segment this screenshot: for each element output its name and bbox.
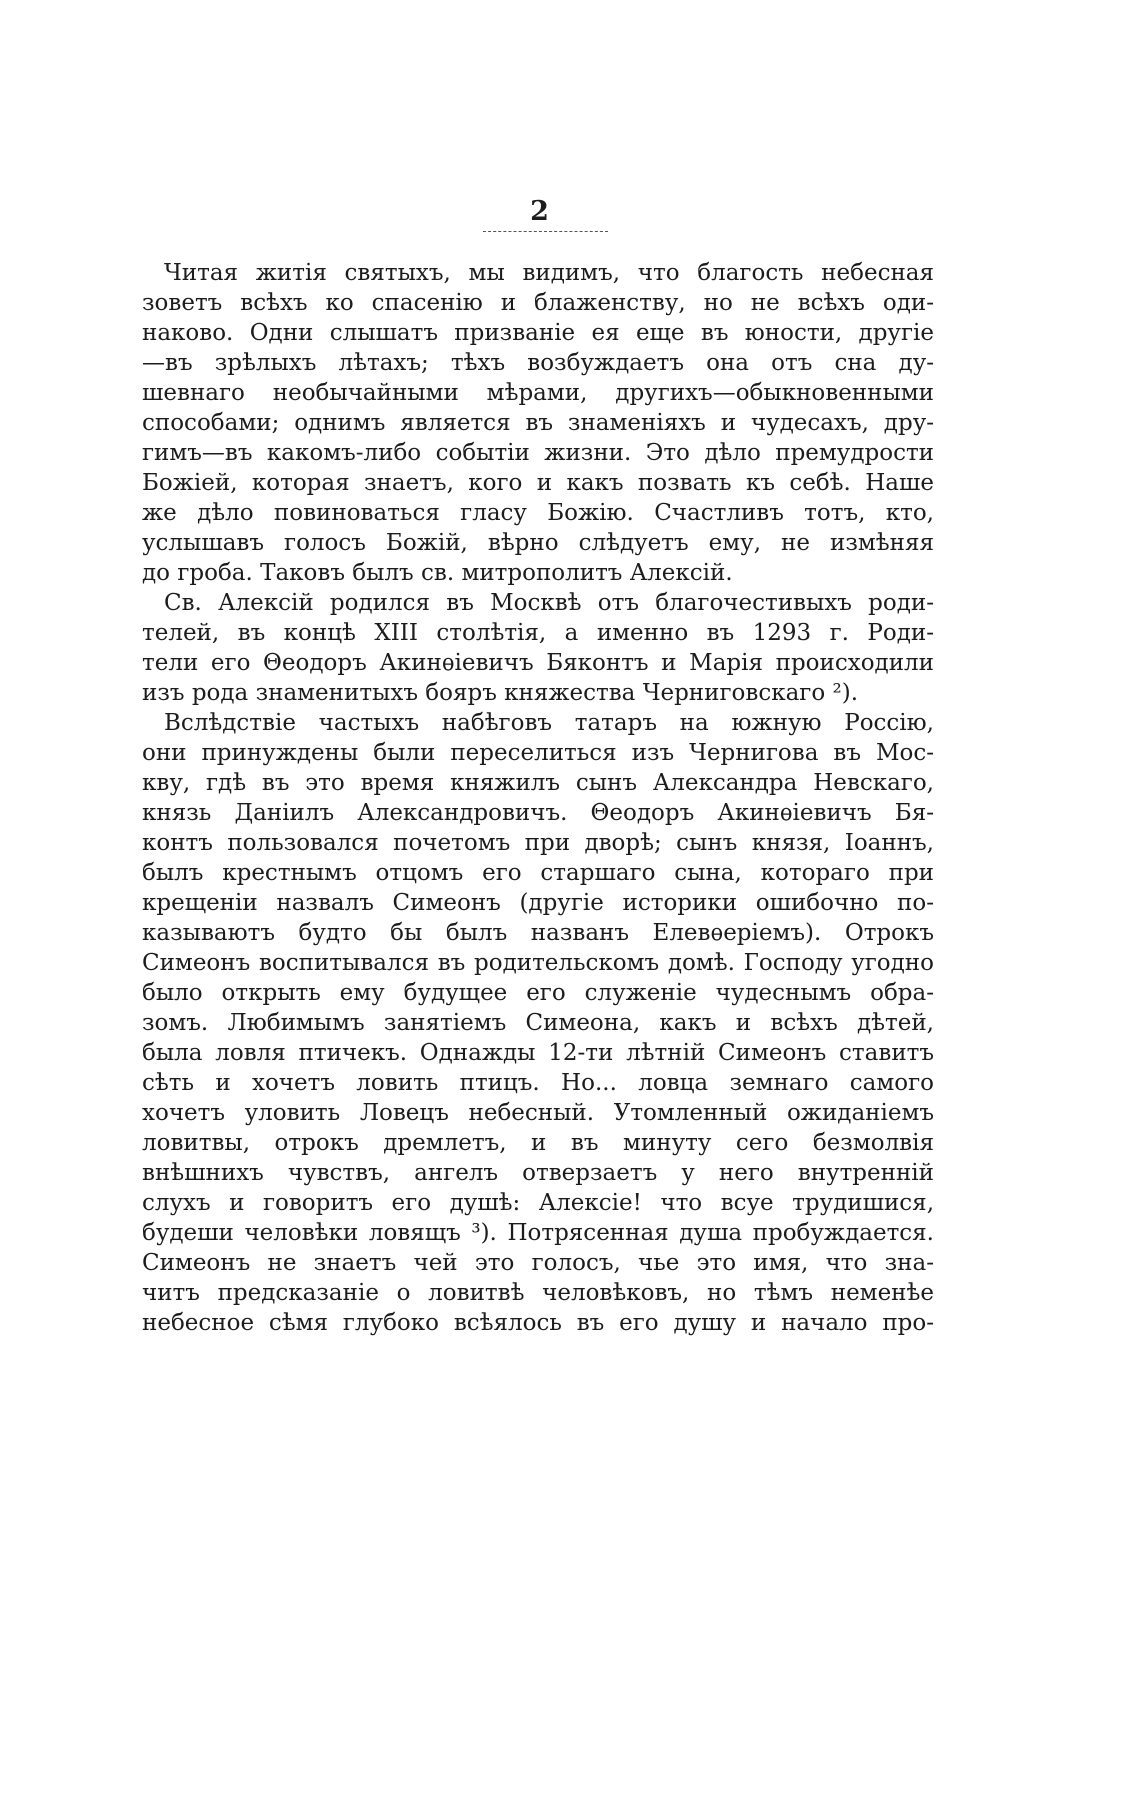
text-line: читъ предсказаніе о ловитвѣ человѣковъ, но тѣмъ неменѣе [142,1280,934,1306]
text-line: гимъ—въ какомъ-либо событіи жизни. Это дѣло премудрости [142,440,934,466]
text-line: услышавъ голосъ Божій, вѣрно слѣдуетъ ему, не измѣняя [142,530,934,556]
text-line: телей, въ концѣ XIII столѣтія, а именно въ 1293 г. Роди- [142,620,934,646]
text-line: изъ рода знаменитыхъ бояръ княжества Черниговскаго ²). [142,680,858,706]
paragraph-2 [142,588,934,708]
text-line: контъ пользовался почетомъ при дворѣ; сынъ князя, Іоаннъ, [142,830,934,856]
text-line: зоветъ всѣхъ ко спасенію и блаженству, но не всѣхъ оди- [142,290,934,316]
text-line: слухъ и говоритъ его душѣ: Алексіе! что всуе трудишися, [142,1190,934,1216]
text-line: Читая житія святыхъ, мы видимъ, что благость небесная [164,260,934,286]
text-line: же дѣло повиноваться гласу Божію. Счастливъ тотъ, кто, [142,500,934,526]
header-rule [483,231,608,232]
text-line: хочетъ уловить Ловецъ небесный. Утомленный ожиданіемъ [142,1100,934,1126]
text-line: кву, гдѣ въ это время княжилъ сынъ Александра Невскаго, [142,770,934,796]
text-line: Симеонъ не знаетъ чей это голосъ, чье это имя, что зна- [142,1250,934,1276]
text-line: будеши человѣки ловящъ ³). Потрясенная душа пробуждается. [142,1220,934,1246]
text-line: была ловля птичекъ. Однажды 12-ти лѣтній Симеонъ ставитъ [142,1040,934,1066]
text-line: Св. Алексій родился въ Москвѣ отъ благочестивыхъ роди- [164,590,934,616]
text-line: небесное сѣмя глубоко всѣялось въ его душу и начало про- [142,1310,934,1336]
text-line: ловитвы, отрокъ дремлетъ, и въ минуту сего безмолвія [142,1130,934,1156]
text-line: наково. Одни слышатъ призваніе ея еще въ юности, другіе [142,320,934,346]
text-line: способами; однимъ является въ знаменіяхъ и чудесахъ, дру- [142,410,934,436]
text-line: крещеніи назвалъ Симеонъ (другіе историки ошибочно по- [142,890,934,916]
text-line: Божіей, которая знаетъ, кого и какъ позвать къ себѣ. Наше [142,470,934,496]
text-line: Вслѣдствіе частыхъ набѣговъ татаръ на южную Россію, [164,710,934,736]
text-line: внѣшнихъ чувствъ, ангелъ отверзаетъ у него внутренній [142,1160,934,1186]
text-line: —въ зрѣлыхъ лѣтахъ; тѣхъ возбуждаетъ она отъ сна ду- [142,350,934,376]
text-line: шевнаго необычайными мѣрами, другихъ—обыкновенными [142,380,934,406]
text-line: зомъ. Любимымъ занятіемъ Симеона, какъ и всѣхъ дѣтей, [142,1010,934,1036]
text-line: Симеонъ воспитывался въ родительскомъ домѣ. Господу угодно [142,950,934,976]
text-line: сѣть и хочетъ ловить птицъ. Но... ловца земнаго самого [142,1070,934,1096]
page-number: 2 [530,196,550,227]
paragraph-3 [142,708,934,1338]
text-line: казываютъ будто бы былъ названъ Елевѳеріемъ). Отрокъ [142,920,934,946]
body-text [142,258,934,1338]
text-line: до гроба. Таковъ былъ св. митрополитъ Алексій. [142,560,733,586]
text-line: тели его Θеодоръ Акинѳіевичъ Бяконтъ и Марія происходили [142,650,934,676]
text-line: князь Даніилъ Александровичъ. Θеодоръ Акинѳіевичъ Бя- [142,800,934,826]
paragraph-1 [142,258,934,588]
text-line: они принуждены были переселиться изъ Чернигова въ Мос- [142,740,934,766]
text-line: былъ крестнымъ отцомъ его старшаго сына, котораго при [142,860,934,886]
text-line: было открыть ему будущее его служеніе чудеснымъ обра- [142,980,934,1006]
